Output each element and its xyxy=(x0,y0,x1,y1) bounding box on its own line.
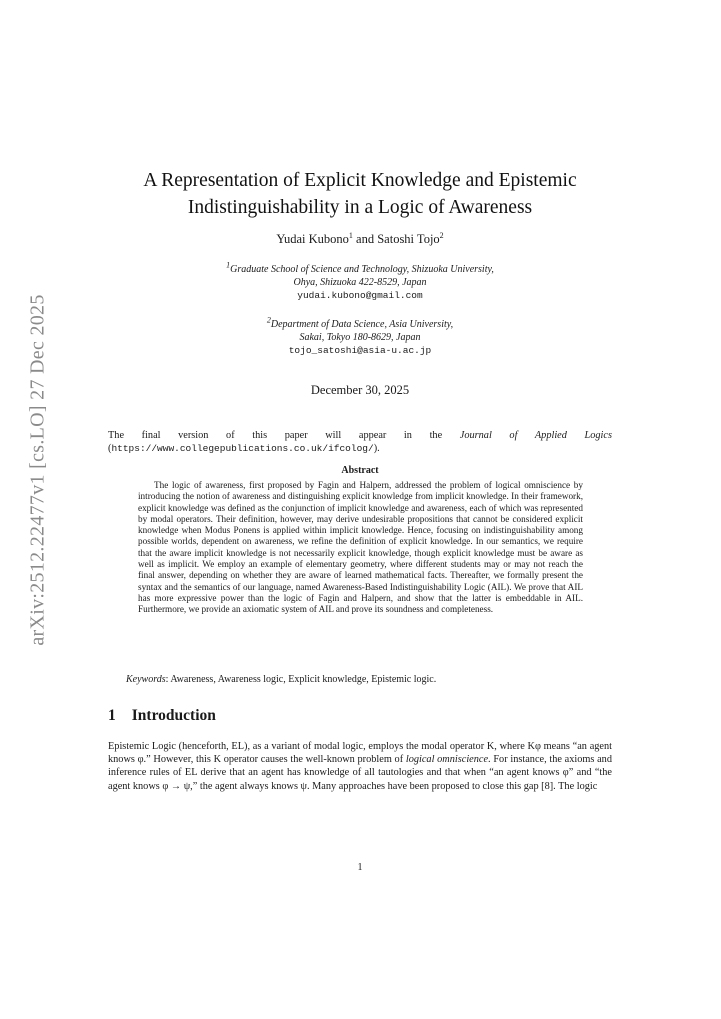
note-prefix: The final version of this paper will appear in the xyxy=(108,430,460,441)
affiliation-1 xyxy=(108,260,612,303)
introduction-paragraph xyxy=(108,740,612,793)
section-number: 1 xyxy=(108,707,116,724)
author-email-link[interactable]: yudai.kubono@gmail.com xyxy=(297,290,423,301)
section-title: Introduction xyxy=(131,707,216,724)
keywords-label: Keywords xyxy=(126,674,166,685)
paper-title xyxy=(108,167,612,221)
affiliation-line: Department of Data Science, Asia University, xyxy=(270,319,454,330)
affiliation-2 xyxy=(108,315,612,358)
author-name-1: Yudai Kubono xyxy=(276,232,349,246)
affiliation-marker: 1 xyxy=(226,260,231,270)
abstract-body: The logic of awareness, first proposed by Fagin and Halpern, addressed the problem of logical omniscience by introducing the notion of awareness and distinguishing explicit knowledge from implicit knowledge. In their framework, explicit knowledge was defined as the conjunction of implicit knowledge and awareness, each of which was represented by modal operators. Their definition, however, may derive undesirable propositions that cannot be considered explicit knowledge when Modus Ponens is applied within implicit knowledge. Hence, focusing on indistinguishability among possible worlds, dependent on awareness, we refine the definition of explicit knowledge. In our semantics, we require that the aware implicit knowledge is not necessarily explicit knowledge, though explicit knowledge must be aware as well as implicit. We employ an example of elementary geometry, where different students may or may not reach the final answer, depending on whether they are aware of learned mathematical facts. Thereafter, we formally present the syntax and the semantics of our language, named Awareness-Based Indistinguishability Logic (AIL). We prove that AIL has more expressive power than the logic of Fagin and Halpern, and show that the latter is embeddable in AIL. Furthermore, we provide an axiomatic system of AIL and prove its soundness and completeness. xyxy=(138,480,583,615)
page-number: 1 xyxy=(357,862,363,873)
title-line-2: Indistinguishability in a Logic of Awareness xyxy=(187,197,533,218)
intro-text-part-1: Epistemic Logic (henceforth, EL), as a variant of modal logic, employs the modal operator K, where Kφ means “an agent knows φ.” However, this K operator causes the well-known problem of xyxy=(108,741,612,766)
section-heading xyxy=(108,707,216,725)
title-line-1: A Representation of Explicit Knowledge and Epistemic xyxy=(143,170,577,191)
author-list xyxy=(108,232,612,247)
journal-url-link[interactable]: https://www.collegepublications.co.uk/ifcolog/ xyxy=(111,443,374,454)
author-name-2: Satoshi Tojo xyxy=(377,232,440,246)
publication-date: December 30, 2025 xyxy=(310,383,410,397)
author-affiliation-marker-1: 1 xyxy=(348,230,353,240)
keywords-line xyxy=(126,674,596,685)
intro-emphasis: logical omniscience xyxy=(405,754,489,766)
arxiv-identifier-stamp: arXiv:2512.22477v1 [cs.LO] 27 Dec 2025 xyxy=(26,294,49,646)
intro-text-part-2: . For instance, the axioms and inference rules of EL derive that an agent has knowledge of all tautologies and that when “an agent knows φ” and “the agent knows φ → ψ,” the agent always knows ψ. Many approaches have been proposed to close this gap [8]. The logic xyxy=(108,754,612,792)
keywords-text: : Awareness, Awareness logic, Explicit knowledge, Epistemic logic. xyxy=(165,674,437,685)
affiliation-line: Graduate School of Science and Technology, Shizuoka University, xyxy=(230,264,494,275)
note-suffix: ). xyxy=(373,443,380,454)
affiliation-marker: 2 xyxy=(266,315,271,325)
author-connector: and xyxy=(352,232,378,246)
affiliation-address: Ohya, Shizuoka 422-8529, Japan xyxy=(293,277,427,288)
journal-name: Journal of Applied Logics xyxy=(459,430,612,441)
abstract-heading: Abstract xyxy=(341,465,379,476)
affiliation-address: Sakai, Tokyo 180-8629, Japan xyxy=(299,332,421,343)
author-affiliation-marker-2: 2 xyxy=(439,230,444,240)
publication-note xyxy=(108,429,612,455)
note-mid: ( xyxy=(108,443,112,454)
author-email-link[interactable]: tojo_satoshi@asia-u.ac.jp xyxy=(288,345,432,356)
